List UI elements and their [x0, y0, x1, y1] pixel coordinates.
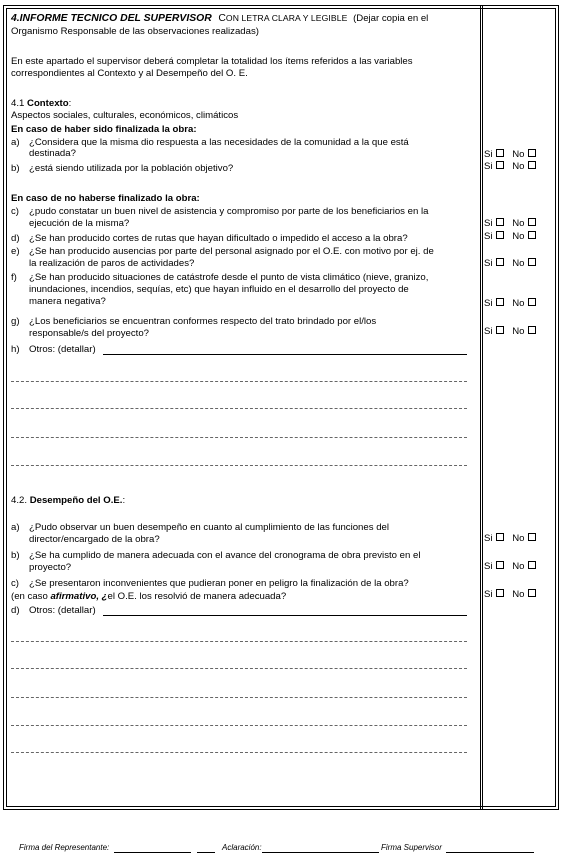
aclaracion-label: Aclaración:	[222, 843, 262, 852]
no-label: No	[512, 218, 525, 229]
no-label: No	[512, 161, 525, 172]
no-label: No	[512, 258, 525, 269]
answer-line[interactable]	[11, 752, 467, 753]
intro-line2: correspondientes al Contexto y al Desempeño del O. E.	[11, 68, 248, 79]
no-checkbox[interactable]	[528, 589, 536, 597]
no-checkbox[interactable]	[528, 149, 536, 157]
question-text: ¿Se han producido situaciones de catástrofe desde el punto de vista climático (nieve, granizo,	[29, 272, 429, 283]
no-checkbox[interactable]	[528, 258, 536, 266]
context-heading	[11, 98, 71, 109]
yes-checkbox[interactable]	[496, 561, 504, 569]
question-text-cont	[11, 591, 286, 602]
question-label: c)	[11, 206, 19, 217]
question-label: a)	[11, 137, 20, 148]
yes-no-options	[484, 258, 536, 269]
no-checkbox[interactable]	[528, 218, 536, 226]
other-text: Otros: (detallar)	[29, 605, 96, 616]
yes-label: Si	[484, 326, 493, 337]
yes-checkbox[interactable]	[496, 161, 504, 169]
question-text-cont: ejecución de la misma?	[29, 218, 130, 229]
section-note: (Dejar copia en el	[353, 13, 429, 24]
question-text: ¿está siendo utilizada por la población objetivo?	[29, 163, 234, 174]
yes-no-options	[484, 161, 536, 172]
no-label: No	[512, 231, 525, 242]
yes-checkbox[interactable]	[496, 231, 504, 239]
yes-label: Si	[484, 561, 493, 572]
caps-initial: C	[218, 13, 226, 24]
question-label: b)	[11, 550, 20, 561]
question-text: ¿Se presentaron inconvenientes que pudieran poner en peligro la finalización de la obra?	[29, 578, 409, 589]
question-text-cont: responsable/s del proyecto?	[29, 328, 149, 339]
no-label: No	[512, 561, 525, 572]
answer-line[interactable]	[11, 641, 467, 642]
yes-checkbox[interactable]	[496, 326, 504, 334]
question-label: g)	[11, 316, 20, 327]
answer-line[interactable]	[11, 697, 467, 698]
column-divider	[480, 5, 481, 810]
section-title: 4.INFORME TECNICO DEL SUPERVISOR	[11, 13, 212, 24]
no-label: No	[512, 298, 525, 309]
no-checkbox[interactable]	[528, 326, 536, 334]
question-text: ¿Se han producido ausencias por parte del personal asignado por el O.E. con motivo por ej. de	[29, 246, 434, 257]
question-text-cont: destinada?	[29, 148, 76, 159]
performance-title: Desempeño del O.E.	[29, 495, 123, 506]
conditional-rest: el O.E. los resolvió de manera adecuada?	[107, 591, 287, 602]
yes-checkbox[interactable]	[496, 258, 504, 266]
answer-line[interactable]	[11, 408, 467, 409]
yes-label: Si	[484, 589, 493, 600]
no-label: No	[512, 533, 525, 544]
context-aspects: Aspectos sociales, culturales, económicos, climáticos	[11, 110, 239, 121]
section-header	[11, 13, 428, 24]
answer-line[interactable]	[11, 725, 467, 726]
yes-checkbox[interactable]	[496, 589, 504, 597]
question-label: a)	[11, 522, 20, 533]
performance-heading	[11, 495, 125, 506]
question-label: c)	[11, 578, 19, 589]
question-text-cont: proyecto?	[29, 562, 72, 573]
section-caps	[218, 13, 347, 24]
no-checkbox[interactable]	[528, 533, 536, 541]
question-text-cont: inundaciones, incendios, sequías, etc) que hayan influido en el desarrollo del proyecto de	[29, 284, 409, 295]
yes-no-options	[484, 149, 536, 160]
yes-label: Si	[484, 258, 493, 269]
question-text: ¿Se han producido cortes de rutas que hayan dificultado o impedido el acceso a la obra?	[29, 233, 408, 244]
no-checkbox[interactable]	[528, 561, 536, 569]
aclaracion-line[interactable]	[262, 852, 379, 853]
question-text-cont: la realización de paros de actividades?	[29, 258, 195, 269]
question-text: ¿Considera que la misma dio respuesta a las necesidades de la comunidad a la que está	[29, 137, 409, 148]
conditional-emph: afirmativo, ¿	[50, 591, 108, 602]
no-checkbox[interactable]	[528, 161, 536, 169]
question-text-cont: manera negativa?	[29, 296, 106, 307]
question-label: d)	[11, 233, 20, 244]
answer-line[interactable]	[11, 668, 467, 669]
no-label: No	[512, 589, 525, 600]
yes-label: Si	[484, 161, 493, 172]
question-label: b)	[11, 163, 20, 174]
unfinished-heading: En caso de no haberse finalizado la obra:	[11, 193, 200, 204]
signature-supervisor-line[interactable]	[446, 852, 534, 853]
intro-line1: En este apartado el supervisor deberá completar la totalidad los ítems referidos a las variables	[11, 56, 413, 67]
context-num: 4.1	[11, 98, 25, 109]
no-checkbox[interactable]	[528, 231, 536, 239]
answer-line[interactable]	[11, 381, 467, 382]
caps-rest: ON LETRA CLARA Y LEGIBLE	[225, 13, 348, 23]
yes-no-options	[484, 533, 536, 544]
no-checkbox[interactable]	[528, 298, 536, 306]
finished-heading: En caso de haber sido finalizada la obra:	[11, 124, 197, 135]
yes-label: Si	[484, 218, 493, 229]
performance-colon: :	[122, 495, 126, 506]
question-text: ¿Se ha cumplido de manera adecuada con el avance del cronograma de obra previsto en el	[29, 550, 421, 561]
section-note-line2: Organismo Responsable de las observaciones realizadas)	[11, 26, 259, 37]
no-label: No	[512, 326, 525, 337]
context-colon: :	[68, 98, 72, 109]
yes-no-options	[484, 561, 536, 572]
yes-checkbox[interactable]	[496, 149, 504, 157]
yes-label: Si	[484, 231, 493, 242]
answer-line[interactable]	[11, 437, 467, 438]
other-answer-line[interactable]	[103, 615, 467, 616]
yes-no-options	[484, 298, 536, 309]
question-text: ¿Pudo observar un buen desempeño en cuanto al cumplimiento de las funciones del	[29, 522, 389, 533]
yes-label: Si	[484, 533, 493, 544]
signature-representative-label: Firma del Representante:	[19, 843, 110, 852]
signature-representative-line-2[interactable]	[197, 852, 215, 853]
answer-line[interactable]	[11, 465, 467, 466]
signature-representative-line[interactable]	[114, 852, 191, 853]
other-label: h)	[11, 344, 20, 355]
question-label: e)	[11, 246, 20, 257]
yes-checkbox[interactable]	[496, 533, 504, 541]
question-label: f)	[11, 272, 17, 283]
context-title: Contexto	[27, 98, 69, 109]
yes-label: Si	[484, 298, 493, 309]
other-text: Otros: (detallar)	[29, 344, 96, 355]
other-answer-line[interactable]	[103, 354, 467, 355]
yes-no-options	[484, 589, 536, 600]
signature-supervisor-label: Firma Supervisor	[381, 843, 442, 852]
no-label: No	[512, 149, 525, 160]
question-text: ¿Los beneficiarios se encuentran conformes respecto del trato brindado por el/los	[29, 316, 377, 327]
column-divider-inner	[482, 5, 483, 810]
question-text: ¿pudo constatar un buen nivel de asistencia y compromiso por parte de los beneficiarios en la	[29, 206, 429, 217]
yes-checkbox[interactable]	[496, 218, 504, 226]
yes-no-options	[484, 218, 536, 229]
yes-label: Si	[484, 149, 493, 160]
question-text-cont: director/encargado de la obra?	[29, 534, 160, 545]
yes-checkbox[interactable]	[496, 298, 504, 306]
yes-no-options	[484, 231, 536, 242]
yes-no-options	[484, 326, 536, 337]
performance-num: 4.2.	[11, 495, 28, 506]
conditional-open: (en caso	[11, 591, 51, 602]
other-label: d)	[11, 605, 20, 616]
